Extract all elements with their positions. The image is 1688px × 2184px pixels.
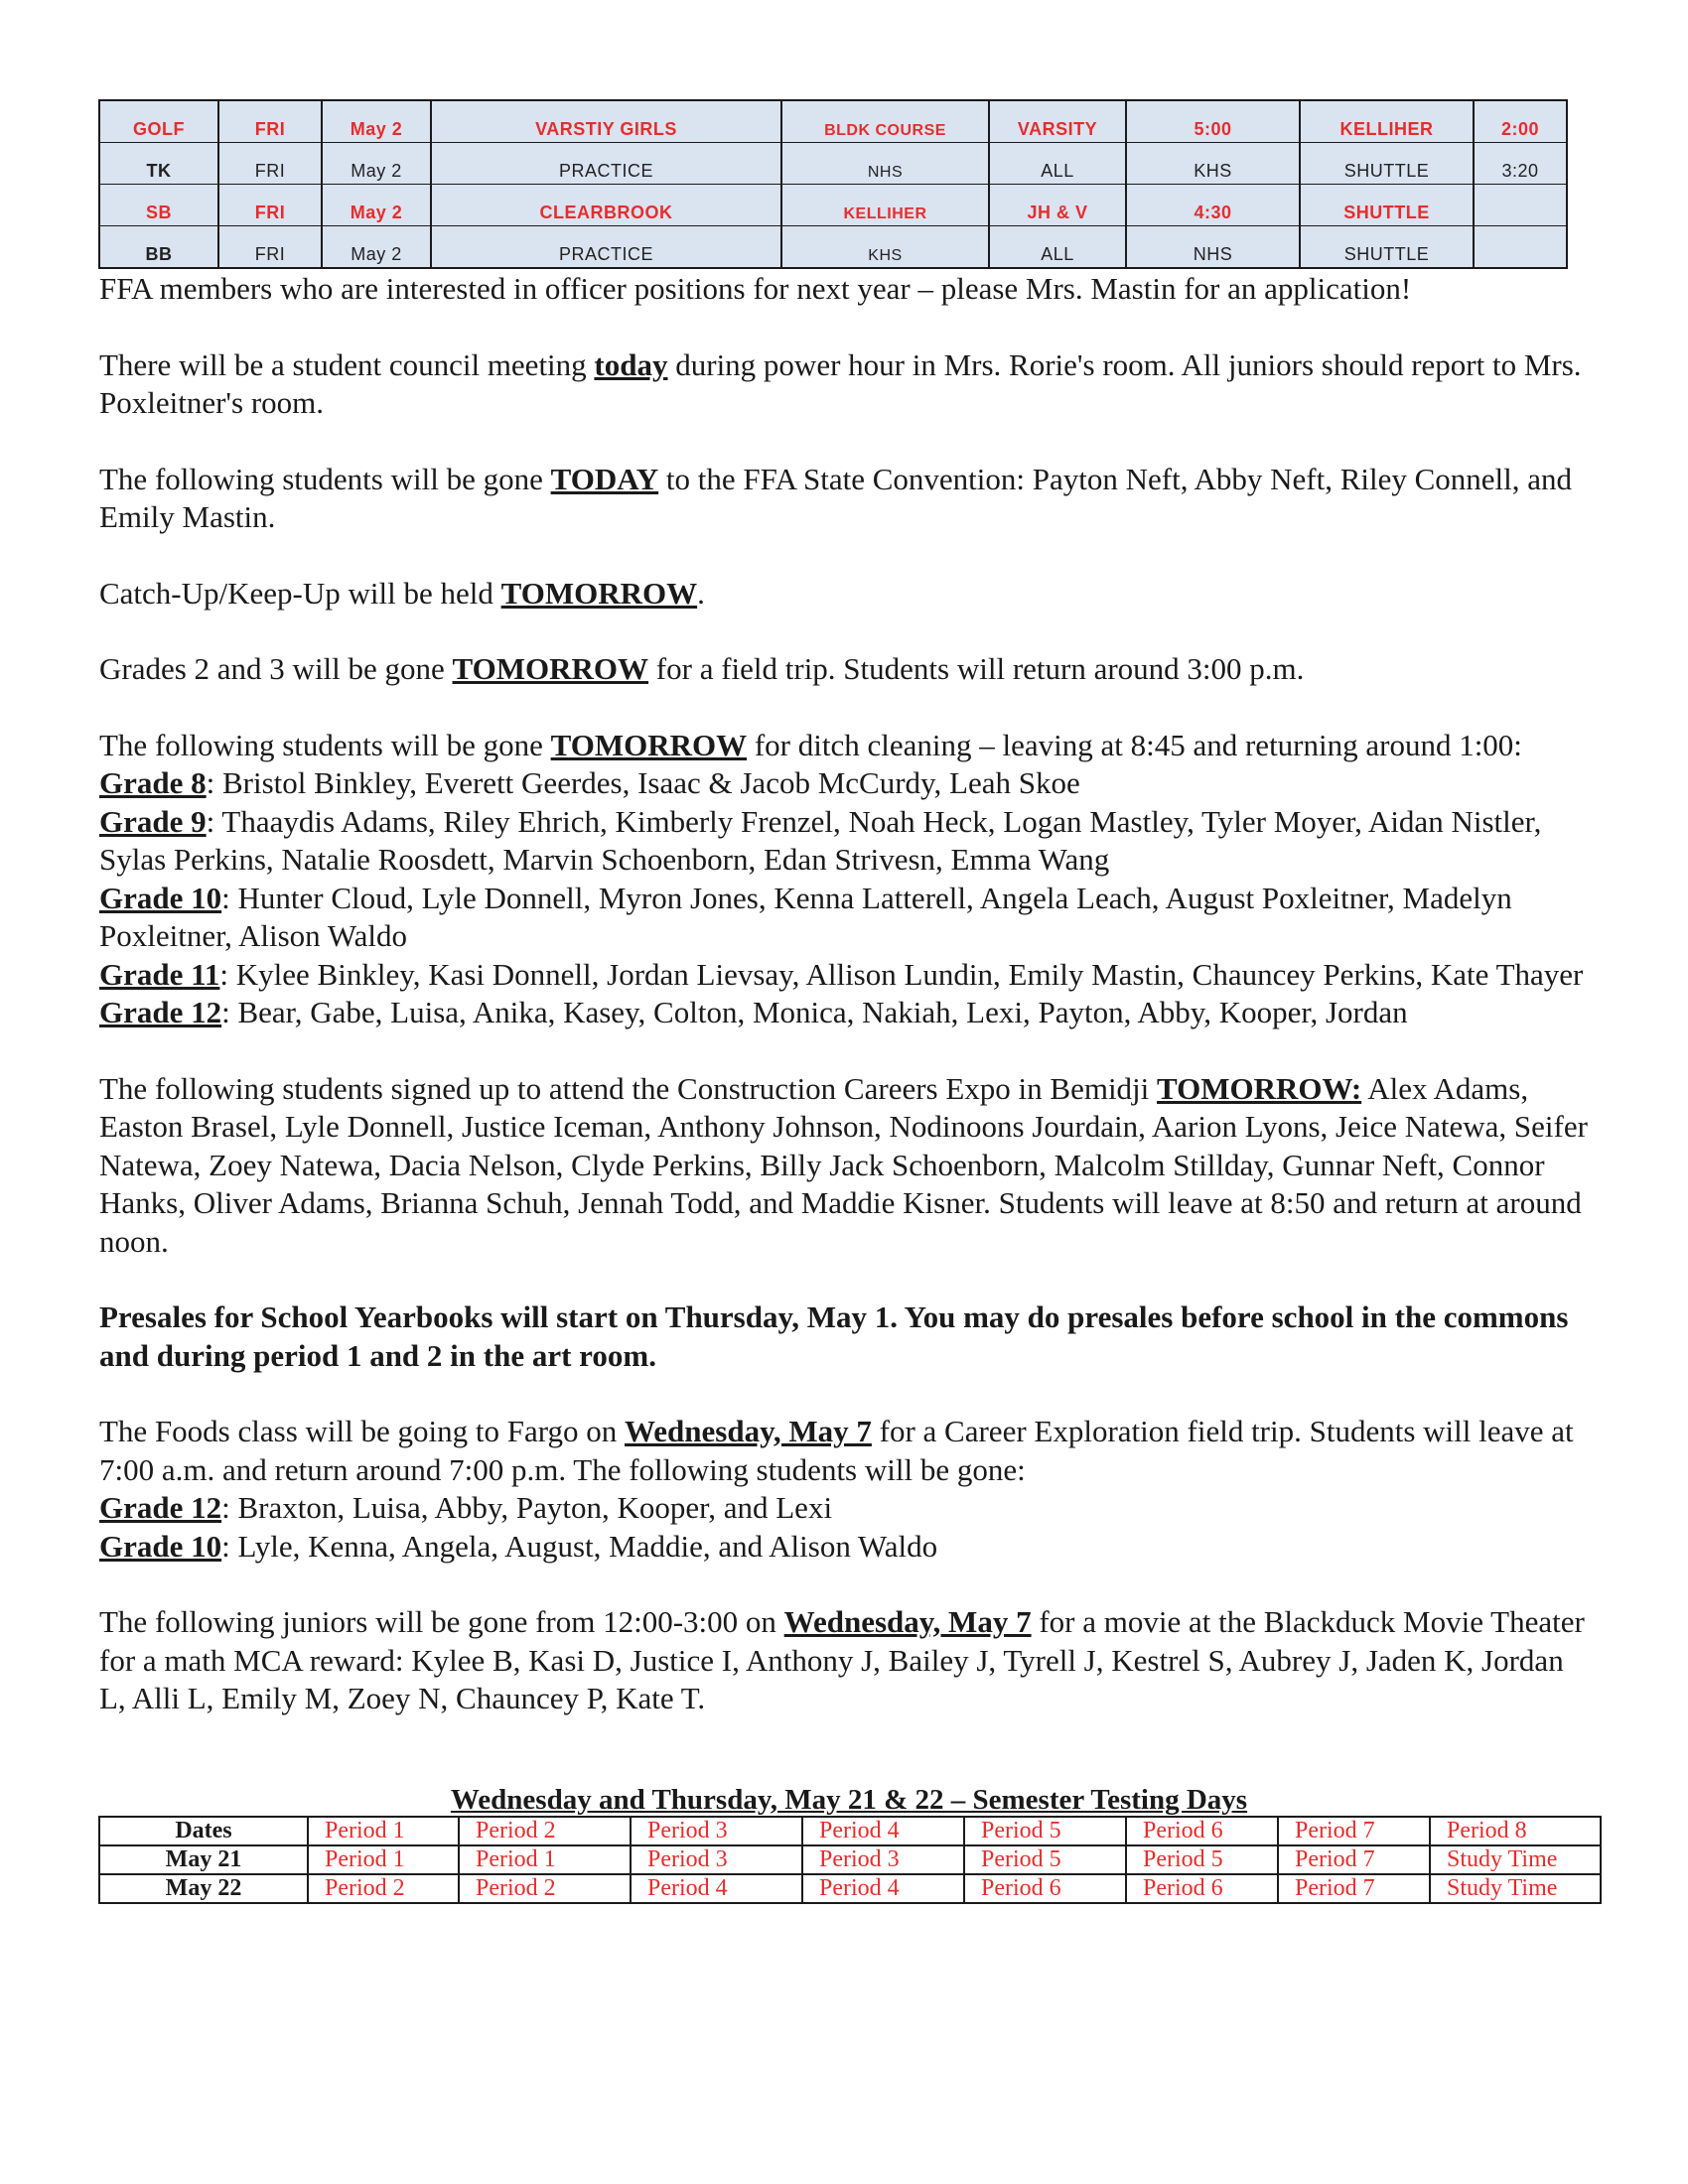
- activity-extra-cell: 2:00: [1474, 100, 1567, 143]
- activity-day-cell: FRI: [218, 143, 322, 185]
- student-council-announcement: There will be a student council meeting today during power hour in Mrs. Rorie's room. All juniors should report to Mrs. Poxleitner's room.: [99, 346, 1582, 420]
- ditch-cleaning-announcement: The following students will be gone TOMORROW for ditch cleaning – leaving at 8:45 and returning around 1:00: Grade 8: Bristol Binkley, Everett Geerdes, Isaac & Jacob McCurdy, Leah Skoe Grade 9: Thaaydis Adams, Riley Ehrich, Kimberly Frenzel, Noah Heck, Logan Mastley, Tyler Moyer, Aidan Nistler, Sylas Perkins, Natalie Roosdett, Marvin Schoenborn, Edan Strivesn, Emma Wang Grade 10: Hunter Cloud, Lyle Donnell, Myron Jones, Kenna Latterell, Angela Leach, August Poxleitner, Madelyn Poxleitner, Alison Waldo Grade 11: Kylee Binkley, Kasi Donnell, Jordan Lievsay, Allison Lundin, Emily Mastin, Chauncey Perkins, Kate Thayer Grade 12: Bear, Gabe, Luisa, Anika, Kasey, Colton, Monica, Nakiah, Lexi, Payton, Abby, Kooper, Jordan: [99, 727, 1584, 1029]
- testing-period-cell: Period 6: [1126, 1874, 1278, 1903]
- testing-period-cell: Period 3: [631, 1817, 802, 1845]
- activity-date-cell: May 2: [322, 185, 431, 226]
- activity-day-cell: FRI: [218, 100, 322, 143]
- activity-transport-cell: SHUTTLE: [1300, 226, 1474, 269]
- testing-period-cell: Period 7: [1278, 1874, 1430, 1903]
- testing-period-cell: Period 4: [802, 1817, 964, 1845]
- activity-sport-cell: SB: [99, 185, 218, 226]
- movie-reward-announcement: The following juniors will be gone from 12:00-3:00 on Wednesday, May 7 for a movie at the Blackduck Movie Theater for a math MCA reward: Kylee B, Kasi D, Justice I, Anthony J, Bailey J, Tyrell J, Kestrel S, Aubrey J, Jaden K, Jordan L, Alli L, Emily M, Zoey N, Chauncey P, Kate T.: [99, 1604, 1585, 1715]
- activity-date-cell: May 2: [322, 226, 431, 269]
- testing-period-cell: Period 8: [1430, 1817, 1601, 1845]
- testing-period-cell: Study Time: [1430, 1874, 1601, 1903]
- testing-date-cell: Dates: [99, 1817, 308, 1845]
- catchup-announcement: Catch-Up/Keep-Up will be held TOMORROW.: [99, 575, 705, 611]
- activity-row: [99, 143, 1567, 185]
- testing-schedule-table: [98, 1816, 1602, 1904]
- yearbook-announcement: Presales for School Yearbooks will start on Thursday, May 1. You may do presales before school in the commons and during period 1 and 2 in the art room.: [99, 1299, 1569, 1373]
- testing-period-cell: Period 7: [1278, 1845, 1430, 1874]
- activity-sport-cell: TK: [99, 143, 218, 185]
- activity-time-cell: KHS: [1126, 143, 1300, 185]
- activity-date-cell: May 2: [322, 143, 431, 185]
- testing-period-cell: Period 3: [631, 1845, 802, 1874]
- activity-day-cell: FRI: [218, 226, 322, 269]
- testing-period-cell: Period 2: [459, 1817, 631, 1845]
- activity-row: [99, 100, 1567, 143]
- activity-location-cell: KELLIHER: [781, 185, 989, 226]
- testing-period-cell: Study Time: [1430, 1845, 1601, 1874]
- activity-transport-cell: SHUTTLE: [1300, 185, 1474, 226]
- field-trip-announcement: Grades 2 and 3 will be gone TOMORROW for a field trip. Students will return around 3:00 p.m.: [99, 651, 1305, 686]
- activity-transport-cell: SHUTTLE: [1300, 143, 1474, 185]
- ffa-officer-announcement: FFA members who are interested in officer positions for next year – please Mrs. Mastin for an application!: [99, 271, 1412, 306]
- activity-row: [99, 226, 1567, 269]
- testing-period-cell: Period 5: [964, 1817, 1126, 1845]
- testing-date-cell: May 22: [99, 1874, 308, 1903]
- activity-transport-cell: KELLIHER: [1300, 100, 1474, 143]
- activities-table: [98, 99, 1568, 269]
- testing-period-cell: Period 6: [1126, 1817, 1278, 1845]
- ffa-state-announcement: The following students will be gone TODAY to the FFA State Convention: Payton Neft, Abby Neft, Riley Connell, and Emily Mastin.: [99, 461, 1573, 534]
- activity-event-cell: PRACTICE: [431, 226, 781, 269]
- activity-row: [99, 185, 1567, 226]
- testing-period-cell: Period 3: [802, 1845, 964, 1874]
- testing-period-cell: Period 5: [964, 1845, 1126, 1874]
- activity-time-cell: 4:30: [1126, 185, 1300, 226]
- foods-class-announcement: The Foods class will be going to Fargo on Wednesday, May 7 for a Career Exploration field trip. Students will leave at 7:00 a.m. and return around 7:00 p.m. The following students will be gone: Grade 12: Braxton, Luisa, Abby, Payton, Kooper, and Lexi Grade 10: Lyle, Kenna, Angela, August, Maddie, and Alison Waldo: [99, 1414, 1574, 1564]
- activity-extra-cell: [1474, 185, 1567, 226]
- activity-date-cell: May 2: [322, 100, 431, 143]
- activity-level-cell: JH & V: [989, 185, 1126, 226]
- testing-period-cell: Period 7: [1278, 1817, 1430, 1845]
- activity-extra-cell: [1474, 226, 1567, 269]
- testing-row: [99, 1817, 1601, 1845]
- activity-sport-cell: BB: [99, 226, 218, 269]
- testing-period-cell: Period 2: [308, 1874, 459, 1903]
- activity-location-cell: NHS: [781, 143, 989, 185]
- activity-location-cell: KHS: [781, 226, 989, 269]
- activity-level-cell: ALL: [989, 143, 1126, 185]
- testing-row: [99, 1845, 1601, 1874]
- activity-time-cell: 5:00: [1126, 100, 1300, 143]
- activity-event-cell: PRACTICE: [431, 143, 781, 185]
- announcements: [99, 270, 1589, 1756]
- testing-period-cell: Period 5: [1126, 1845, 1278, 1874]
- construction-expo-announcement: The following students signed up to attend the Construction Careers Expo in Bemidji TOMORROW: Alex Adams, Easton Brasel, Lyle Donnell, Justice Iceman, Anthony Johnson, Nodinoons Jourdain, Aarion Lyons, Jeice Natewa, Seifer Natewa, Zoey Natewa, Dacia Nelson, Clyde Perkins, Billy Jack Schoenborn, Malcolm Stillday, Gunnar Neft, Connor Hanks, Oliver Adams, Brianna Schuh, Jennah Todd, and Maddie Kisner. Students will leave at 8:50 and return at around noon.: [99, 1070, 1588, 1259]
- testing-period-cell: Period 1: [459, 1845, 631, 1874]
- activity-location-cell: BLDK COURSE: [781, 100, 989, 143]
- activity-event-cell: CLEARBROOK: [431, 185, 781, 226]
- testing-period-cell: Period 1: [308, 1817, 459, 1845]
- testing-period-cell: Period 2: [459, 1874, 631, 1903]
- activity-extra-cell: 3:20: [1474, 143, 1567, 185]
- activity-level-cell: VARSITY: [989, 100, 1126, 143]
- testing-row: [99, 1874, 1601, 1903]
- testing-period-cell: Period 1: [308, 1845, 459, 1874]
- testing-date-cell: May 21: [99, 1845, 308, 1874]
- activity-event-cell: VARSTIY GIRLS: [431, 100, 781, 143]
- activity-level-cell: ALL: [989, 226, 1126, 269]
- activity-time-cell: NHS: [1126, 226, 1300, 269]
- testing-period-cell: Period 4: [631, 1874, 802, 1903]
- activity-sport-cell: GOLF: [99, 100, 218, 143]
- testing-period-cell: Period 4: [802, 1874, 964, 1903]
- testing-days-title: Wednesday and Thursday, May 21 & 22 – Semester Testing Days: [450, 1784, 1248, 1816]
- activity-day-cell: FRI: [218, 185, 322, 226]
- testing-period-cell: Period 6: [964, 1874, 1126, 1903]
